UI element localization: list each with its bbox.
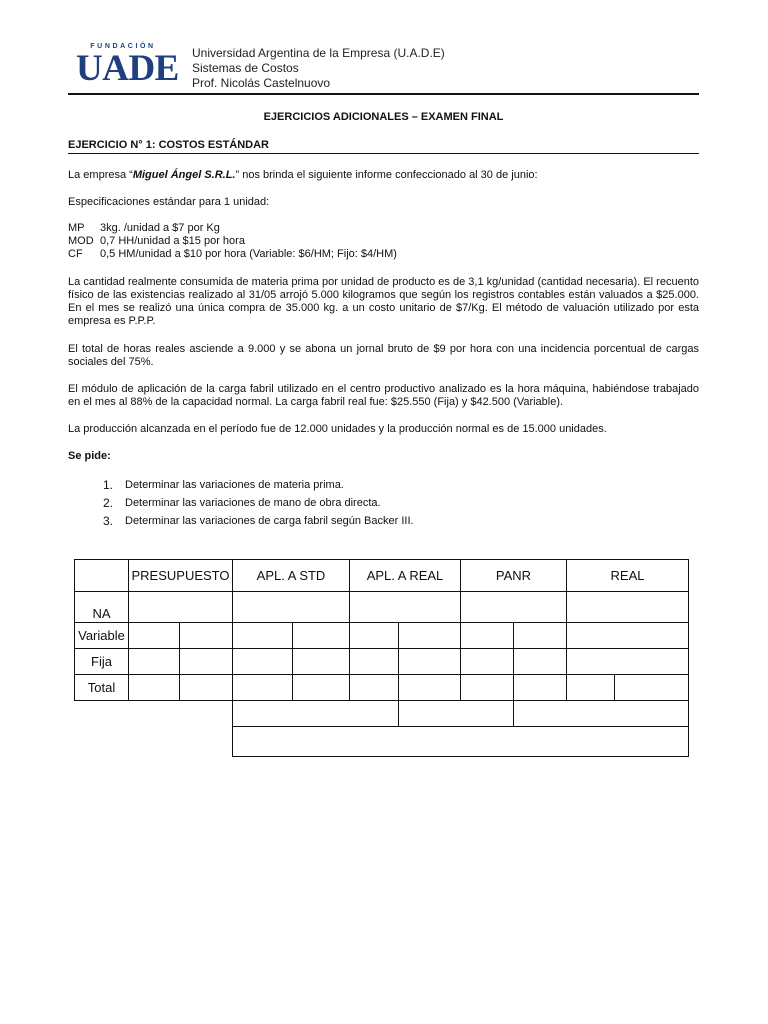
table-cell xyxy=(128,674,180,701)
header-presupuesto xyxy=(128,559,233,592)
table-cell xyxy=(128,648,180,675)
header-apl-std xyxy=(232,559,350,592)
spec-key: CF xyxy=(68,248,83,260)
table-cell xyxy=(398,674,461,701)
header-panr xyxy=(460,559,567,592)
university-name: Universidad Argentina de la Empresa (U.A.D.E) xyxy=(192,46,445,60)
row-label: Variable xyxy=(78,628,125,643)
paragraph-produccion: La producción alcanzada en el período fue de 12.000 unidades y la producción normal es de 15.000 unidades. xyxy=(68,423,607,435)
paragraph-materia-prima: La cantidad realmente consumida de materia prima por unidad de producto es de 3,1 kg/unidad (cantidad necesaria). El recuento físico de las existencias realizado al 31/05 arrojó 5.000 kilogramos que según los registros contables están valuados a $25.000. En el mes se realizó una única compra de 35.000 kg. a un costo unitario de $7/Kg. El método de valuación utilizado por esta empresa es P.P.P. xyxy=(68,276,699,327)
table-cell xyxy=(398,622,461,649)
paragraph-horas: El total de horas reales asciende a 9.000 y se abona un jornal bruto de $9 por hora con una incidencia porcentual de cargas sociales del 75%. xyxy=(68,343,699,368)
row-label-total xyxy=(74,674,129,701)
total-variance-cell xyxy=(232,726,689,757)
table-cell xyxy=(179,648,233,675)
table-cell xyxy=(179,674,233,701)
intro-before: La empresa “ xyxy=(68,169,133,181)
se-pide-heading: Se pide: xyxy=(68,450,111,462)
table-corner-cell xyxy=(74,559,129,592)
table-cell xyxy=(128,622,180,649)
table-cell xyxy=(460,622,514,649)
table-cell xyxy=(292,622,350,649)
exercise-title: EJERCICIO N° 1: COSTOS ESTÁNDAR xyxy=(68,139,270,151)
header-label: APL. A REAL xyxy=(366,568,444,583)
specs-title: Especificaciones estándar para 1 unidad: xyxy=(68,196,270,208)
document-title: EJERCICIOS ADICIONALES – EXAMEN FINAL xyxy=(263,111,504,123)
table-cell xyxy=(232,591,350,623)
table-cell xyxy=(614,674,689,701)
header-real xyxy=(566,559,689,592)
table-cell xyxy=(398,648,461,675)
task-number: 1. xyxy=(102,478,113,492)
header-apl-real xyxy=(349,559,461,592)
table-cell xyxy=(232,648,293,675)
spec-value: 3kg. /unidad a $7 por Kg xyxy=(100,222,220,234)
table-cell xyxy=(292,674,350,701)
row-label-fija xyxy=(74,648,129,675)
spec-key: MOD xyxy=(68,235,94,247)
header-label: REAL xyxy=(610,568,645,583)
table-cell xyxy=(513,648,567,675)
table-cell xyxy=(566,648,689,675)
task-text: Determinar las variaciones de mano de obra directa. xyxy=(125,497,381,509)
table-cell xyxy=(460,648,514,675)
table-cell xyxy=(349,674,399,701)
row-label-na xyxy=(74,591,129,623)
professor-name: Prof. Nicolás Castelnuovo xyxy=(192,76,331,90)
table-cell xyxy=(232,674,293,701)
table-cell xyxy=(349,648,399,675)
task-number: 3. xyxy=(102,514,113,528)
logo-foundation-text: FUNDACIÓN xyxy=(90,43,156,50)
course-name: Sistemas de Costos xyxy=(192,61,299,75)
table-cell xyxy=(566,591,689,623)
table-cell xyxy=(513,622,567,649)
spec-value: 0,7 HH/unidad a $15 por hora xyxy=(100,235,245,247)
table-cell xyxy=(128,591,233,623)
table-cell xyxy=(566,622,689,649)
table-cell xyxy=(460,674,514,701)
paragraph-carga-fabril: El módulo de aplicación de la carga fabril utilizado en el centro productivo analizado es la hora máquina, habiéndose trabajado en el mes al 88% de la capacidad normal. La carga fabril real fue: $25.550 (Fija) y $42.500 (Variable). xyxy=(68,383,699,408)
row-label: NA xyxy=(92,606,111,621)
table-cell xyxy=(566,674,615,701)
table-cell xyxy=(513,674,567,701)
variance-cell xyxy=(513,700,689,727)
intro-after: ” nos brinda el siguiente informe confeccionado al 30 de junio: xyxy=(235,169,538,181)
row-label-variable xyxy=(74,622,129,649)
company-name: Miguel Ángel S.R.L. xyxy=(132,169,236,181)
table-cell xyxy=(460,591,567,623)
task-text: Determinar las variaciones de carga fabril según Backer III. xyxy=(125,515,414,527)
header-label: PANR xyxy=(495,568,532,583)
table-cell xyxy=(292,648,350,675)
spec-value: 0,5 HM/unidad a $10 por hora (Variable: $6/HM; Fijo: $4/HM) xyxy=(100,248,397,260)
variance-cell xyxy=(398,700,514,727)
task-number: 2. xyxy=(102,496,113,510)
table-cell xyxy=(349,622,399,649)
header-label: APL. A STD xyxy=(256,568,326,583)
logo-wordmark: UADE xyxy=(76,48,179,89)
variance-cell xyxy=(232,700,399,727)
row-label: Total xyxy=(87,680,116,695)
header-label: PRESUPUESTO xyxy=(131,568,230,583)
spec-key: MP xyxy=(68,222,85,234)
table-cell xyxy=(232,622,293,649)
table-cell xyxy=(179,622,233,649)
task-text: Determinar las variaciones de materia prima. xyxy=(125,479,344,491)
row-label: Fija xyxy=(91,654,112,669)
table-cell xyxy=(349,591,461,623)
